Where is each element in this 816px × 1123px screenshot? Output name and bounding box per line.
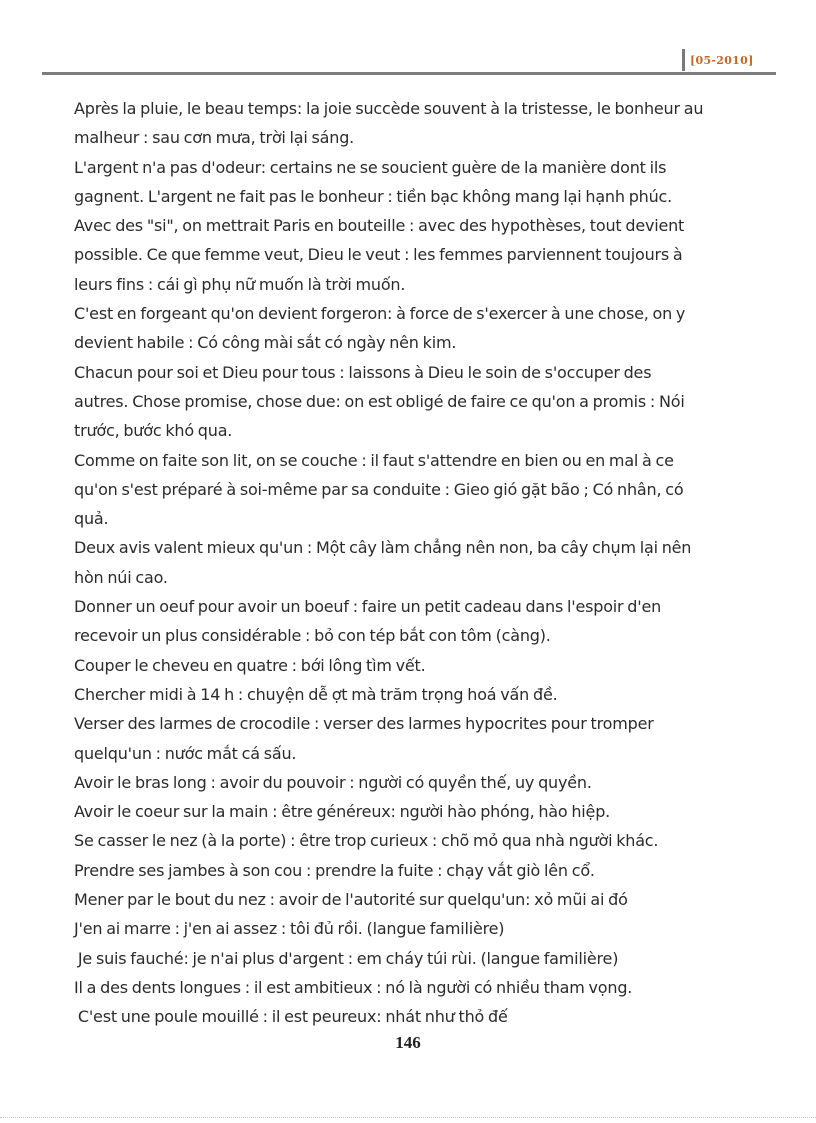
text-line: gagnent. L'argent ne fait pas le bonheur : tiền bạc không mang lại hạnh phúc. bbox=[74, 186, 673, 206]
text-line: Verser des larmes de crocodile : verser des larmes hypocrites pour tromper bbox=[74, 714, 654, 734]
text-line: Donner un oeuf pour avoir un boeuf : faire un petit cadeau dans l'espoir d'en bbox=[74, 597, 662, 617]
text-line: Avoir le bras long : avoir du pouvoir : người có quyền thế, uy quyền. bbox=[74, 772, 592, 792]
header-divider-bar bbox=[682, 49, 685, 71]
text-line: hòn núi cao. bbox=[74, 567, 168, 587]
text-line: Se casser le nez (à la porte) : être trop curieux : chõ mỏ qua nhà người khác. bbox=[74, 831, 659, 851]
text-line: Après la pluie, le beau temps: la joie succède souvent à la tristesse, le bonheur au bbox=[74, 99, 704, 118]
header-date: [05-2010] bbox=[690, 54, 754, 67]
text-line: Avec des "si", on mettrait Paris en bouteille : avec des hypothèses, tout devient bbox=[74, 216, 685, 236]
text-line: C'est une poule mouillé : il est peureux: nhát như thỏ đế bbox=[74, 1007, 508, 1027]
text-line: quelqu'un : nước mắt cá sấu. bbox=[74, 743, 297, 763]
text-line: Prendre ses jambes à son cou : prendre la fuite : chạy vắt giò lên cổ. bbox=[74, 860, 595, 880]
text-line: leurs fins : cái gì phụ nữ muốn là trời muốn. bbox=[74, 274, 406, 294]
text-line: quả. bbox=[74, 509, 109, 529]
text-line: C'est en forgeant qu'on devient forgeron: à force de s'exercer à une chose, on y bbox=[74, 304, 686, 324]
text-line: Mener par le bout du nez : avoir de l'autorité sur quelqu'un: xỏ mũi ai đó bbox=[74, 890, 628, 910]
text-line: L'argent n'a pas d'odeur: certains ne se soucient guère de la manière dont ils bbox=[74, 157, 667, 177]
text-line: possible. Ce que femme veut, Dieu le veut : les femmes parviennent toujours à bbox=[74, 245, 683, 265]
text-line: qu'on s'est préparé à soi-même par sa conduite : Gieo gió gặt bão ; Có nhân, có bbox=[74, 479, 684, 499]
text-line: trước, bước khó qua. bbox=[74, 421, 233, 441]
text-line: Je suis fauché: je n'ai plus d'argent : em cháy túi rùi. (langue familière) bbox=[74, 948, 619, 968]
footer-dotted-rule bbox=[0, 1117, 816, 1118]
text-line: Il a des dents longues : il est ambitieux : nó là người có nhiều tham vọng. bbox=[74, 977, 633, 997]
text-line: recevoir un plus considérable : bỏ con tép bắt con tôm (càng). bbox=[74, 626, 551, 646]
text-line: Chacun pour soi et Dieu pour tous : laissons à Dieu le soin de s'occuper des bbox=[74, 362, 652, 382]
text-line: J'en ai marre : j'en ai assez : tôi đủ rồi. (langue familière) bbox=[74, 919, 505, 939]
text-line: Couper le cheveu en quatre : bới lông tìm vết. bbox=[74, 655, 426, 675]
text-line: Chercher midi à 14 h : chuyện dễ ợt mà trăm trọng hoá vấn đề. bbox=[74, 684, 558, 704]
text-line: autres. Chose promise, chose due: on est obligé de faire ce qu'on a promis : Nói bbox=[74, 391, 685, 411]
text-line: devient habile : Có công mài sắt có ngày nên kim. bbox=[74, 333, 457, 353]
text-line: malheur : sau cơn mưa, trời lại sáng. bbox=[74, 128, 355, 148]
page-number: 146 bbox=[395, 1033, 421, 1052]
text-line: Comme on faite son lit, on se couche : il faut s'attendre en bien ou en mal à ce bbox=[74, 450, 674, 470]
text-line: Avoir le coeur sur la main : être généreux: người hào phóng, hào hiệp. bbox=[74, 802, 611, 822]
page-body bbox=[74, 94, 774, 1032]
text-line: Deux avis valent mieux qu'un : Một cây làm chẳng nên non, ba cây chụm lại nên bbox=[74, 538, 692, 558]
header-rule bbox=[42, 72, 776, 75]
